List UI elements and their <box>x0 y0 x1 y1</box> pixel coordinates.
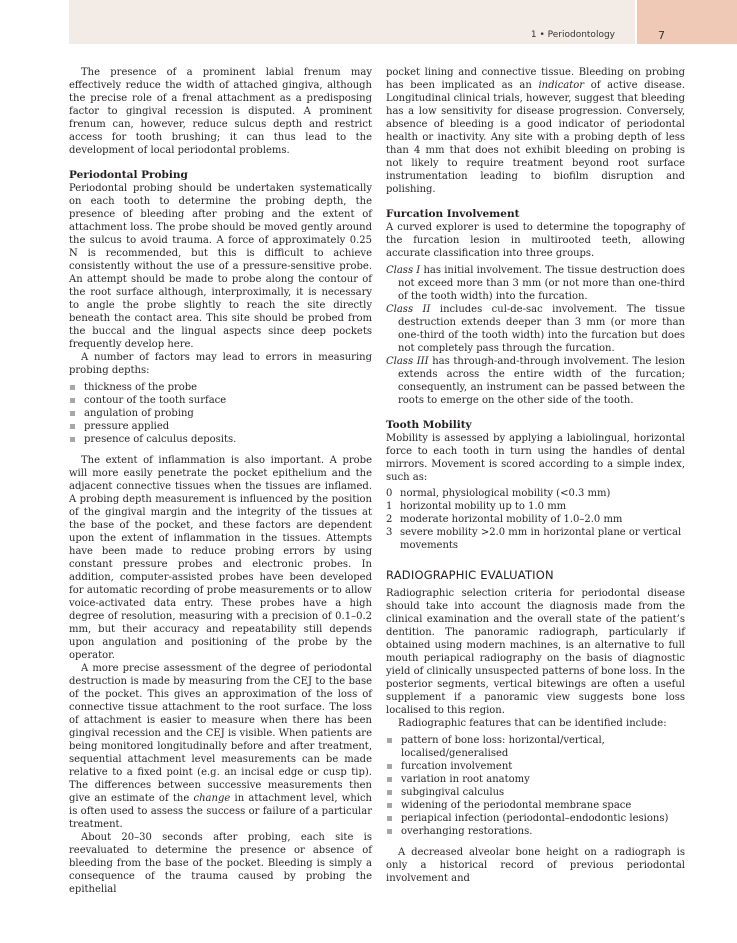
furcation-classes <box>386 264 685 407</box>
list-item: presence of calculus deposits. <box>69 433 372 446</box>
right-column <box>386 66 685 885</box>
bullet-icon <box>387 790 392 795</box>
furcation-class-item: Class I has initial involvement. The tissue destruction does not exceed more than 3 mm (or not more than one-third of the tooth width) into the furcation. <box>386 265 685 302</box>
list-item: 0 normal, physiological mobility (<0.3 mm) <box>386 488 611 499</box>
page-number-tab <box>637 0 737 44</box>
list-item: thickness of the probe <box>69 381 372 394</box>
list-item: 2 moderate horizontal mobility of 1.0–2.0 mm <box>386 514 623 525</box>
bullet-icon <box>70 398 75 403</box>
chapter-title: 1 • Periodontology <box>530 30 615 40</box>
list-item: contour of the tooth surface <box>69 394 372 407</box>
bullet-icon <box>387 764 392 769</box>
periodontal-probing-heading: Periodontal Probing <box>69 169 188 181</box>
bullet-icon <box>70 437 75 442</box>
furcation-heading: Furcation Involvement <box>386 208 520 220</box>
list-item: pattern of bone loss: horizontal/vertical, localised/generalised <box>386 734 685 760</box>
page-number: 7 <box>658 29 665 42</box>
list-item: widening of the periodontal membrane space <box>386 799 685 812</box>
list-item: pressure applied <box>69 420 372 433</box>
bullet-icon <box>70 411 75 416</box>
bullet-icon <box>387 777 392 782</box>
bleeding-paragraph: About 20–30 seconds after probing, each site is reevaluated to determine the presence or absence of bleeding from the base of the pocket. Bleeding is simply a consequence of the trauma caused by probing the epithelial <box>69 832 372 895</box>
left-column <box>69 66 372 896</box>
bullet-icon <box>387 803 392 808</box>
radiographic-features-intro: Radiographic features that can be identified include: <box>398 718 667 729</box>
furcation-class-item: Class II includes cul-de-sac involvement. The tissue destruction extends deeper than 3 mm (or more than one-third of the tooth width) into the furcation but does not completely pass through the furcation. <box>386 304 686 354</box>
list-item: 1 horizontal mobility up to 1.0 mm <box>386 501 567 512</box>
bullet-icon <box>70 385 75 390</box>
mobility-paragraph: Mobility is assessed by applying a labiolingual, horizontal force to each tooth in turn using the handles of dental mirrors. Movement is scored according to a simple index, such as: <box>386 433 685 483</box>
bleeding-continued-paragraph: pocket lining and connective tissue. Bleeding on probing has been implicated as an indicator of active disease. Longitudinal clinical trials, however, suggest that bleeding has a low sensitivity for disease progression. Conversely, absence of bleeding is a good indicator of periodontal health or inactivity. Any site with a probing depth of less than 4 mm that does not exhibit bleeding on probing is not likely to require treatment beyond root surface instrumentation leading to biofilm disruption and polishing. <box>386 67 685 195</box>
list-item: variation in root anatomy <box>386 773 685 786</box>
radiographic-evaluation-heading: RADIOGRAPHIC EVALUATION <box>386 568 554 582</box>
bullet-icon <box>387 829 392 834</box>
list-item: periapical infection (periodontal–endodontic lesions) <box>386 812 685 825</box>
inflammation-paragraph: The extent of inflammation is also important. A probe will more easily penetrate the pocket epithelium and the adjacent connective tissues when the tissues are inflamed. A probing depth measurement is influenced by the position of the gingival margin and the integrity of the tissues at the base of the pocket, and these factors are dependent upon the extent of inflammation in the tissues. Attempts have been made to reduce probing errors by using constant pressure probes and electronic probes. In addition, computer-assisted probes have been developed for automatic recording of probe measurements or to allow voice-activated data entry. These probes have a high degree of resolution, measuring with a precision of 0.1–0.2 mm, but their accuracy and repeatability still depends upon angulation and positioning of the probe by the operator. <box>69 455 372 661</box>
attachment-paragraph: A more precise assessment of the degree of periodontal destruction is made by measuring from the CEJ to the base of the pocket. This gives an approximation of the loss of connective tissue attachment to the root surface. The loss of attachment is easier to measure when there has been gingival recession and the CEJ is visible. When patients are being monitored longitudinally before and after treatment, sequential attachment level measurements can be made relative to a fixed point (e.g. an incisal edge or cusp tip). The differences between successive measurements then give an estimate of the change in attachment level, which is often used to assess the success or failure of a particular treatment. <box>69 663 373 830</box>
mobility-index-list <box>386 487 685 552</box>
bullet-icon <box>70 424 75 429</box>
furcation-class-item: Class III has through-and-through involvement. The lesion extends across the entire width of the furcation; consequently, an instrument can be passed between the roots to emerge on the other side of the tooth. <box>386 356 686 406</box>
bullet-icon <box>387 816 392 821</box>
bullet-icon <box>387 738 392 743</box>
probing-error-list <box>69 381 372 446</box>
bone-height-paragraph: A decreased alveolar bone height on a radiograph is only a historical record of previous periodontal involvement and <box>386 847 685 884</box>
list-item: 3 severe mobility >2.0 mm in horizontal plane or vertical movements <box>386 527 682 551</box>
tooth-mobility-heading: Tooth Mobility <box>386 419 472 431</box>
list-item: subgingival calculus <box>386 786 685 799</box>
list-item: angulation of probing <box>69 407 372 420</box>
running-header <box>69 0 635 44</box>
probing-paragraph: Periodontal probing should be undertaken systematically on each tooth to determine the probing depth, the presence of bleeding after probing and the extent of attachment loss. The probe should be moved gently around the sulcus to avoid trauma. A force of approximately 0.25 N is recommended, but this is difficult to achieve consistently without the use of a pressure-sensitive probe. An attempt should be made to probe along the contour of the root surface although, interproximally, it is necessary to angle the probe slightly to reach the site directly beneath the contact area. This site should be probed from the buccal and the lingual aspects since deep pockets frequently develop here. <box>69 183 372 350</box>
furcation-paragraph: A curved explorer is used to determine the topography of the furcation lesion in multirooted teeth, allowing accurate classification into three groups. <box>386 222 685 259</box>
radiographic-paragraph: Radiographic selection criteria for periodontal disease should take into account the diagnosis made from the clinical examination and the overall state of the patient’s dentition. The panoramic radiograph, particularly if obtained using modern machines, is an alternative to full mouth periapical radiography on the basis of diagnostic yield of clinically unsuspected patterns of bone loss. In the posterior segments, vertical bitewings are often a useful supplement if a panoramic view suggests bone loss localised to this region. <box>386 588 685 716</box>
list-item: furcation involvement <box>386 760 685 773</box>
list-item: overhanging restorations. <box>386 825 685 838</box>
frenum-paragraph: The presence of a prominent labial frenum may effectively reduce the width of attached gingiva, although the precise role of a frenal attachment as a predisposing factor to gingival recession is disputed. A prominent frenum can, however, reduce sulcus depth and restrict access for tooth brushing; it can thus lead to the development of local periodontal problems. <box>69 67 372 156</box>
radiographic-features-list <box>386 734 685 838</box>
probing-errors-intro: A number of factors may lead to errors in measuring probing depths: <box>69 352 372 376</box>
